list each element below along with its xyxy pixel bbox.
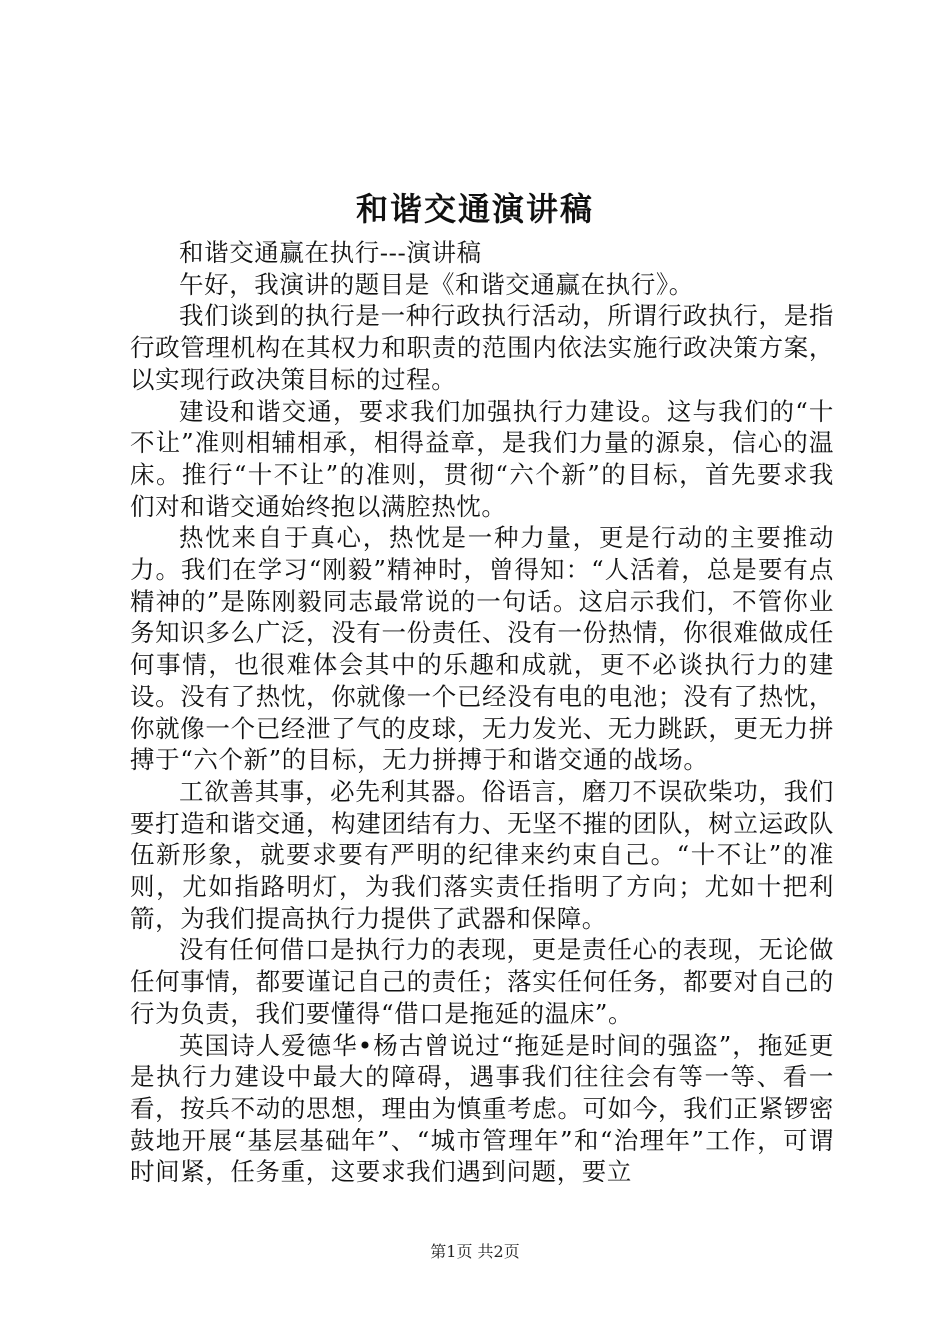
paragraph-subtitle: 和谐交通赢在执行---演讲稿 xyxy=(179,238,482,267)
paragraph-procrastination: 英国诗人爱德华•杨古曾说过“拖延是时间的强盗”，拖延更是执行力建设中最大的障碍，遇事我们往往会有等一等、看一看，按兵不动的思想，理由为慎重考虑。可如今，我们正紧锣密鼓地开展“基层基础年”、“城市管理年”和“治理年”工作，可谓时间紧，任务重，这要求我们遇到问题，要立 xyxy=(130,1030,834,1187)
paragraph-enthusiasm: 热忱来自于真心，热忱是一种力量，更是行动的主要推动力。我们在学习“刚毅”精神时，曾得知：“人活着，总是要有点精神的”是陈刚毅同志最常说的一句话。这启示我们，不管你业务知识多么广泛，没有一份责任、没有一份热情，你很难做成任何事情，也很难体会其中的乐趣和成就，更不必谈执行力的建设。没有了热忱，你就像一个已经没有电的电池；没有了热忱，你就像一个已经泄了气的皮球，无力发光、无力跳跃，更无力拼搏于“六个新”的目标，无力拼搏于和谐交通的战场。 xyxy=(130,523,834,775)
document-body xyxy=(130,237,834,1188)
page-footer: 第1页 共2页 xyxy=(430,1242,520,1261)
paragraph-harmonious-traffic: 建设和谐交通，要求我们加强执行力建设。这与我们的“十不让”准则相辅相承，相得益章，是我们力量的源泉，信心的温床。推行“十不让”的准则，贯彻“六个新”的目标，首先要求我们对和谐交通始终抱以满腔热忱。 xyxy=(130,396,834,521)
paragraph-greeting: 午好，我演讲的题目是《和谐交通赢在执行》。 xyxy=(179,269,694,299)
paragraph-execution-definition: 我们谈到的执行是一种行政执行活动，所谓行政执行，是指行政管理机构在其权力和职责的范围内依法实施行政决策方案，以实现行政决策目标的过程。 xyxy=(130,301,834,394)
paragraph-discipline: 工欲善其事，必先利其器。俗语言，磨刀不误砍柴功，我们要打造和谐交通，构建团结有力、无坚不摧的团队，树立运政队伍新形象，就要求要有严明的纪律来约束自己。“十不让”的准则，尤如指路明灯，为我们落实责任指明了方向；尤如十把利箭，为我们提高执行力提供了武器和保障。 xyxy=(130,776,834,933)
document-title: 和谐交通演讲稿 xyxy=(355,190,594,228)
paragraph-no-excuses: 没有任何借口是执行力的表现，更是责任心的表现，无论做任何事情，都要谨记自己的责任；落实任何任务，都要对自己的行为负责，我们要懂得“借口是拖延的温床”。 xyxy=(130,935,834,1028)
